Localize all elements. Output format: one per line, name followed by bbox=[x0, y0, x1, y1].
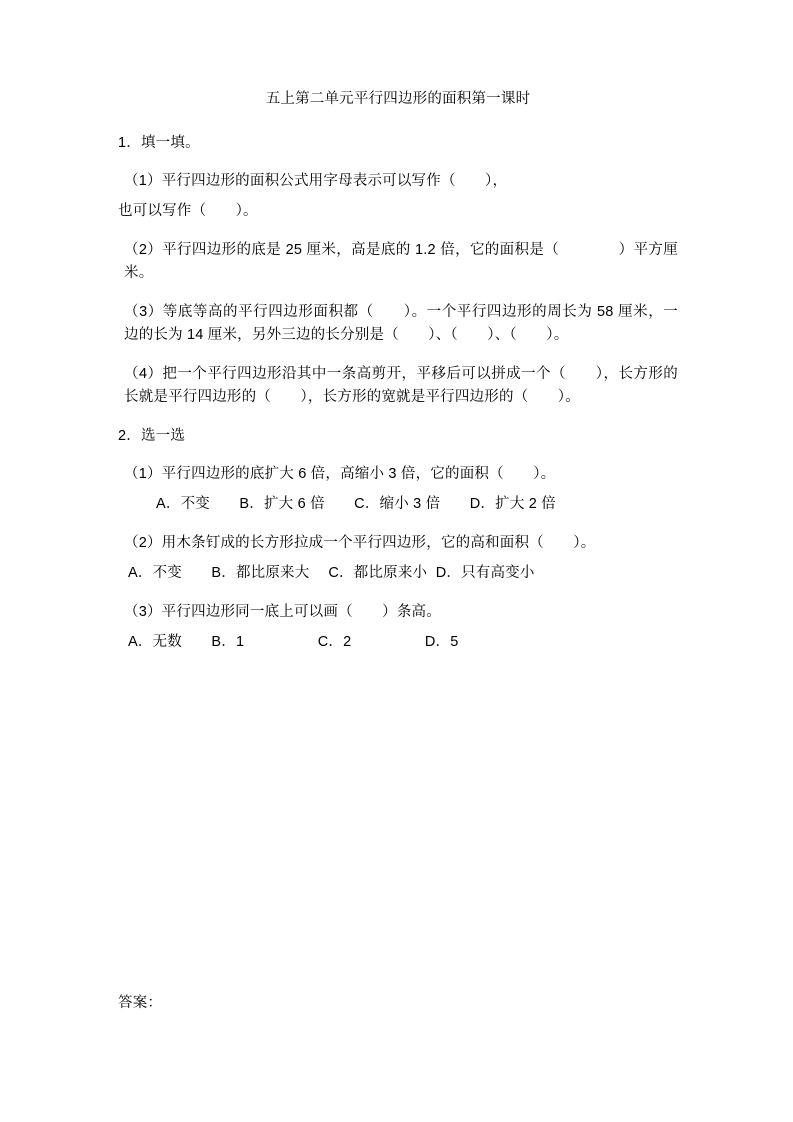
choice-question-1-stem: （1）平行四边形的底扩大 6 倍，高缩小 3 倍，它的面积（ ）。 bbox=[124, 466, 556, 482]
choice-question-3-options: A．无数 B．1 C．2 D．5 bbox=[128, 634, 459, 650]
document-body bbox=[118, 88, 678, 670]
page-title: 五上第二单元平行四边形的面积第一课时 bbox=[265, 91, 531, 107]
choice-question-2-stem: （2）用木条钉成的长方形拉成一个平行四边形，它的高和面积（ ）。 bbox=[124, 535, 596, 551]
choice-question-1-options: A．不变 B．扩大 6 倍 C．缩小 3 倍 D．扩大 2 倍 bbox=[156, 496, 556, 512]
answer-label: 答案： bbox=[118, 995, 163, 1011]
choice-question-3-stem: （3）平行四边形同一底上可以画（ ）条高。 bbox=[124, 604, 441, 620]
section-heading-fill-in: 1．填一填。 bbox=[118, 135, 200, 151]
choice-question-2-options: A．不变 B．都比原来大 C．都比原来小 D．只有高变小 bbox=[128, 565, 535, 581]
fill-in-item-2: （2）平行四边形的底是 25 厘米，高是底的 1.2 倍，它的面积是（ ）平方厘米。 bbox=[124, 242, 678, 281]
fill-in-item-4: （4）把一个平行四边形沿其中一条高剪开，平移后可以拼成一个（ ），长方形的长就是平行四边形的（ ），长方形的宽就是平行四边形的（ ）。 bbox=[124, 366, 678, 405]
fill-in-item-1b: 也可以写作（ ）。 bbox=[118, 203, 258, 219]
fill-in-item-3: （3）等底等高的平行四边形面积都（ ）。一个平行四边形的周长为 58 厘米，一边的长为 14 厘米，另外三边的长分别是（ ）、（ ）、（ ）。 bbox=[124, 304, 678, 343]
section-heading-multiple-choice: 2．选一选 bbox=[118, 428, 186, 444]
fill-in-item-1a: （1）平行四边形的面积公式用字母表示可以写作（ ）， bbox=[124, 173, 508, 189]
